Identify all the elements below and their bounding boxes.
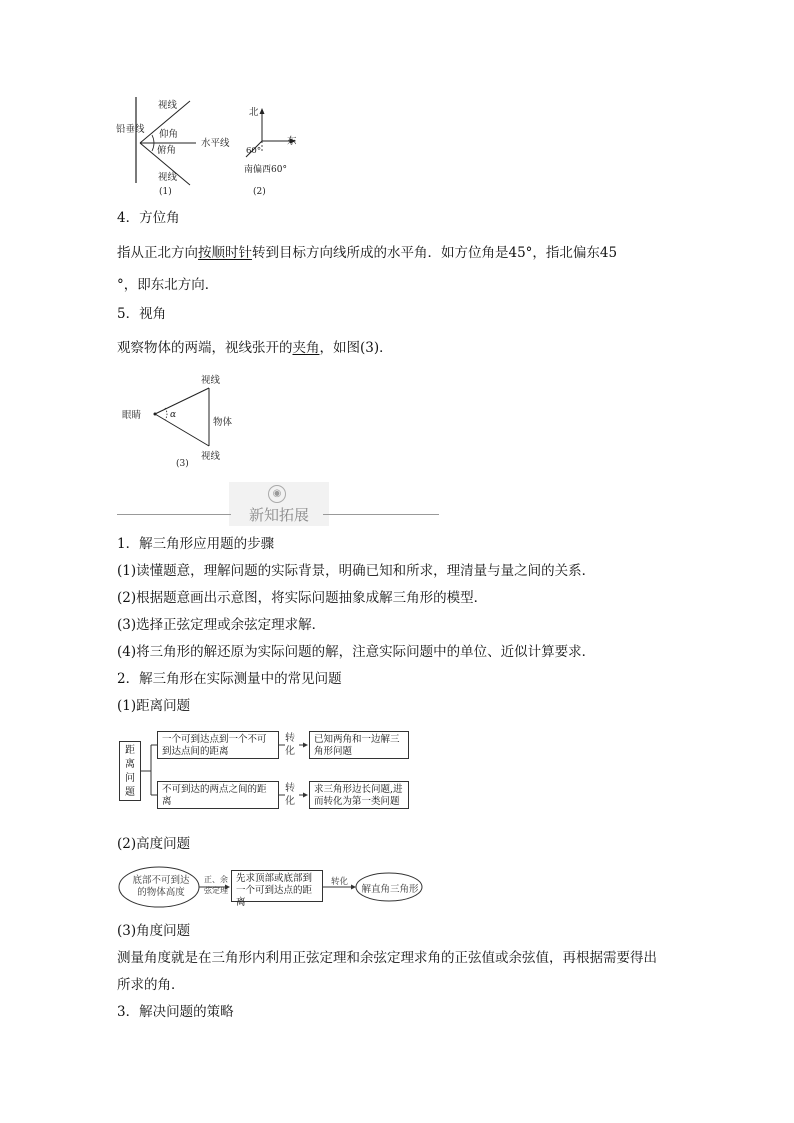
section-5-text-pre: 观察物体的两端，视线张开的	[117, 340, 293, 356]
figure-1-2-svg	[116, 95, 302, 199]
fig3-sight-top-label: 视线	[201, 375, 221, 386]
section-4-text-post: 转到目标方向线所成的水平角．如方位角是45°，指北偏东45	[252, 245, 618, 261]
law-of-sines-cosines-label: 正、余弦定理	[204, 875, 228, 895]
ext-step-4: (4)将三角形的解还原为实际问题的解，注意实际问题中的单位、近似计算要求．	[117, 644, 596, 660]
section-4-line-1	[117, 244, 617, 262]
section-5-heading: 5．视角	[117, 306, 167, 322]
height-start-label: 底部不可到达的物体高度	[132, 875, 190, 898]
angle-problem-text-2: 所求的角．	[117, 977, 185, 993]
section-5-keyword: 夹角	[292, 340, 320, 356]
distance-case-2-box: 不可到达的两点之间的距离	[157, 781, 279, 809]
height-convert-label: 转化	[331, 877, 349, 887]
height-problem-heading: (2)高度问题	[117, 836, 191, 852]
distance-case-1-box: 一个可到达点到一个不可到达点间的距离	[157, 731, 279, 759]
section-4-heading: 4．方位角	[117, 210, 180, 226]
banner-line-right	[323, 514, 439, 515]
section-banner	[117, 482, 439, 526]
section-4-text-pre: 指从正北方向	[117, 245, 198, 261]
fig3-sight-bottom-label: 视线	[201, 451, 221, 462]
figure-3-svg	[117, 367, 242, 472]
ext-step-2: (2)根据题意画出示意图，将实际问题抽象成解三角形的模型．	[117, 590, 488, 606]
vertical-line-label-1: 铅垂线	[116, 124, 145, 135]
section-5-line	[117, 339, 393, 357]
figure-viewing-angle	[117, 367, 242, 472]
banner-line-left	[117, 514, 231, 515]
figure-3-caption: (3)	[176, 459, 189, 469]
object-label: 物体	[213, 417, 233, 428]
north-label: 北	[249, 107, 259, 118]
ext-heading-1: 1．解三角形应用题的步骤	[117, 536, 275, 552]
angle-60-label: 60°	[246, 146, 262, 156]
distance-diagram	[117, 725, 417, 819]
southwest-label: 南偏西60°	[244, 165, 287, 175]
distance-result-1-box: 已知两角和一边解三角形问题	[309, 731, 409, 759]
sight-line-bottom-label: 视线	[158, 172, 178, 183]
figure-elevation-depression	[116, 95, 302, 199]
elevation-angle-label: 仰角	[159, 129, 179, 140]
leaf-icon: ◉	[268, 485, 286, 503]
ext-step-3: (3)选择正弦定理或余弦定理求解．	[117, 617, 326, 633]
section-5-text-post: ，如图(3)．	[319, 340, 393, 356]
section-4-keyword: 按顺时针	[198, 245, 252, 261]
alpha-label: α	[170, 410, 177, 420]
convert-label-1: 转化	[285, 733, 295, 757]
angle-problem-text-1: 测量角度就是在三角形内利用正弦定理和余弦定理求角的正弦值或余弦值，再根据需要得出	[117, 950, 657, 966]
height-diagram	[117, 864, 427, 910]
distance-root-box: 距离问题	[119, 741, 141, 801]
depression-angle-label: 俯角	[157, 145, 177, 156]
distance-problem-heading: (1)距离问题	[117, 698, 191, 714]
figure-1-caption: (1)	[159, 187, 172, 197]
angle-problem-heading: (3)角度问题	[117, 923, 191, 939]
distance-result-2-box: 求三角形边长问题,进而转化为第一类问题	[309, 781, 409, 809]
figure-2-caption: (2)	[253, 187, 266, 197]
ext-heading-2: 2．解三角形在实际测量中的常见问题	[117, 671, 342, 687]
convert-label-2: 转化	[285, 783, 295, 807]
section-4-line-2: °，即东北方向．	[117, 277, 219, 293]
eye-label: 眼睛	[122, 410, 142, 421]
height-end-label: 解直角三角形	[361, 884, 419, 895]
height-middle-box: 先求顶部或底部到一个可到达点的距离	[231, 870, 323, 902]
ext-heading-3: 3．解决问题的策略	[117, 1004, 234, 1020]
sight-line-top-label: 视线	[158, 100, 178, 111]
banner-title: 新知拓展	[248, 506, 309, 524]
ext-step-1: (1)读懂题意，理解问题的实际背景，明确已知和所求，理清量与量之间的关系．	[117, 563, 596, 579]
east-label: 东	[287, 136, 297, 147]
horizontal-line-label: 水平线	[201, 138, 230, 149]
